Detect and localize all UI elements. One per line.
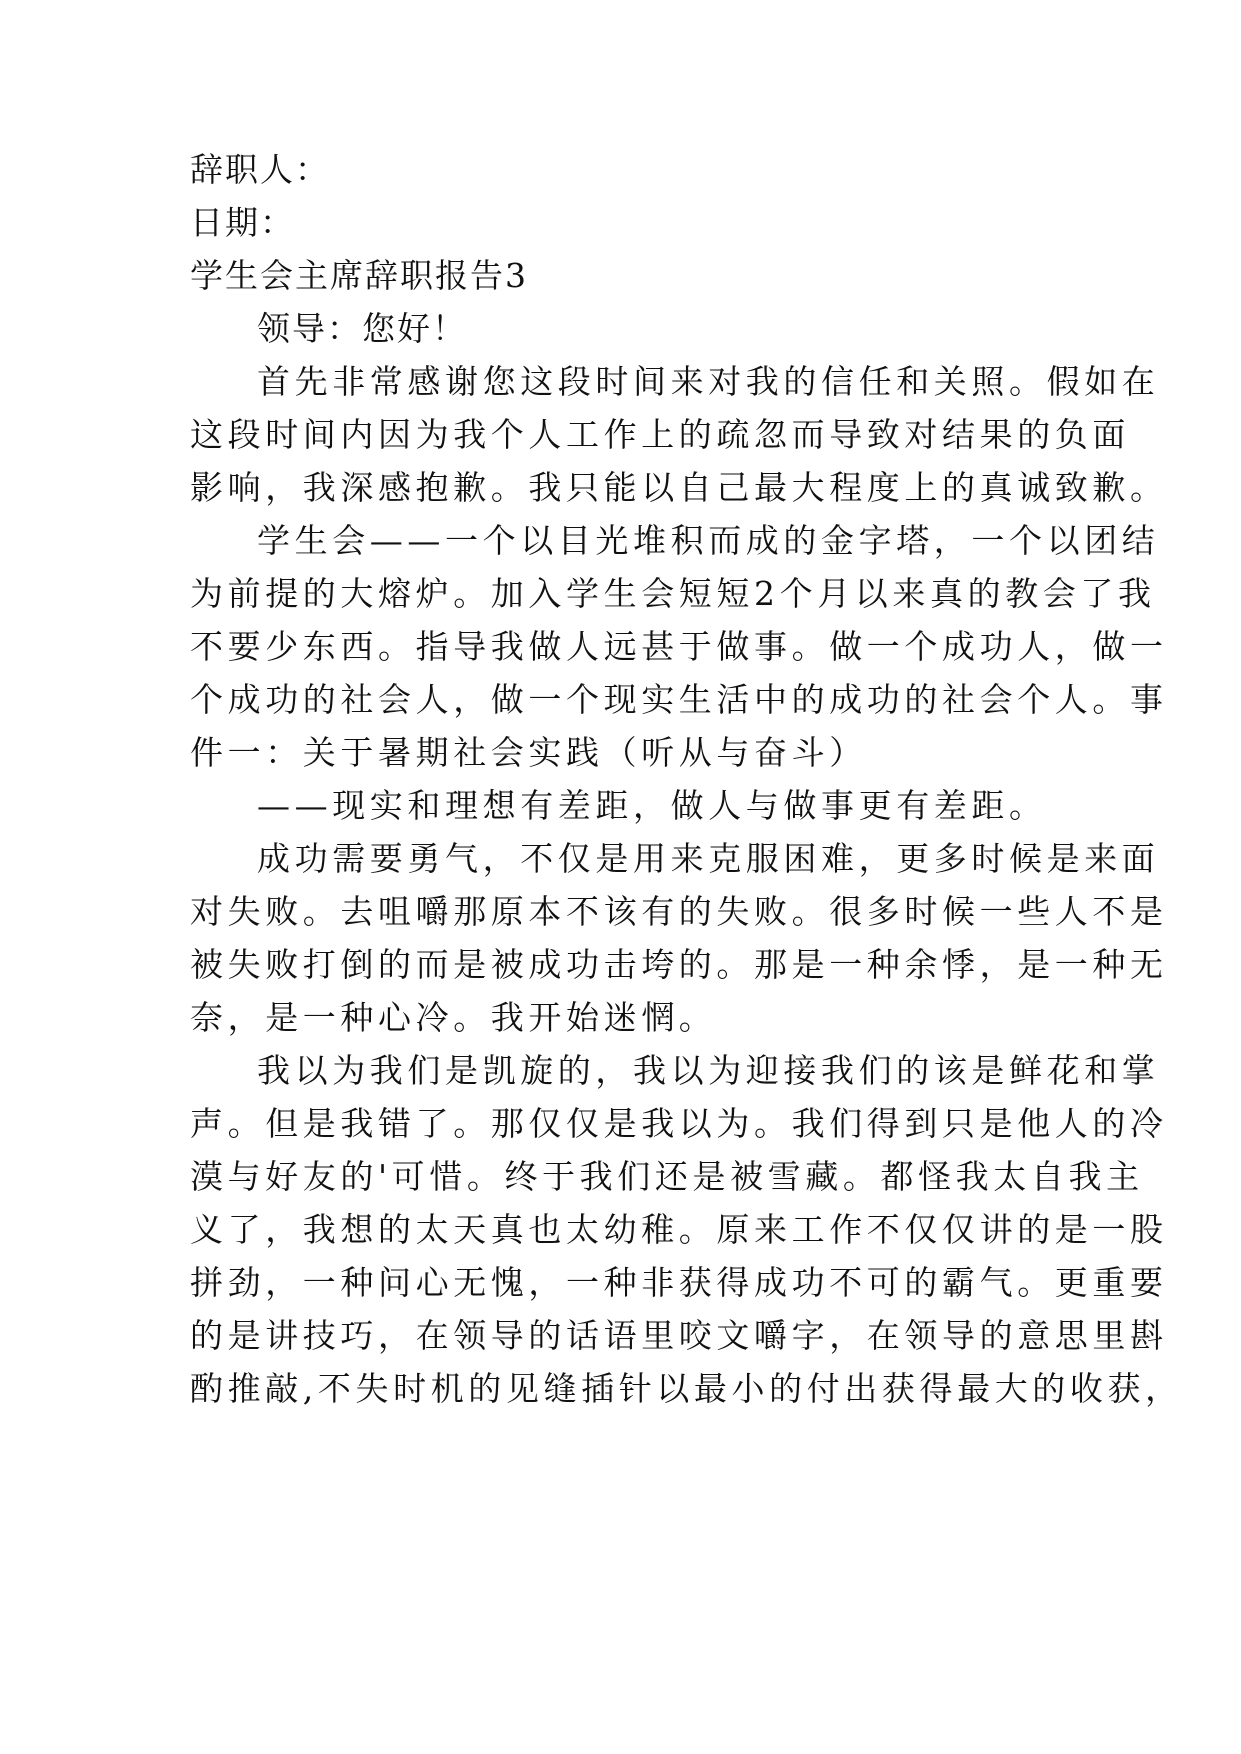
paragraph-line: 声。但是我错了。那仅仅是我以为。我们得到只是他人的冷: [190, 1104, 1168, 1143]
paragraph-line: 的是讲技巧，在领导的话语里咬文嚼字，在领导的意思里斟: [190, 1316, 1168, 1355]
paragraph-line: ——现实和理想有差距，做人与做事更有差距。: [257, 786, 1047, 825]
paragraph-line: 漠与好友的'可惜。终于我们还是被雪藏。都怪我太自我主: [190, 1157, 1144, 1196]
paragraph-line: 个成功的社会人，做一个现实生活中的成功的社会个人。事: [190, 680, 1168, 719]
paragraph-line: 影响，我深感抱歉。我只能以自己最大程度上的真诚致歉。: [190, 468, 1168, 507]
paragraph-line: 对失败。去咀嚼那原本不该有的失败。很多时候一些人不是: [190, 892, 1168, 931]
salutation: 领导：您好！: [257, 309, 467, 348]
paragraph-line: 为前提的大熔炉。加入学生会短短2个月以来真的教会了我: [190, 574, 1156, 613]
date-label: 日期：: [190, 203, 295, 242]
report-title: 学生会主席辞职报告3: [190, 256, 528, 295]
paragraph-line: 学生会——一个以目光堆积而成的金字塔，一个以团结: [257, 521, 1160, 560]
paragraph-line: 义了，我想的太天真也太幼稚。原来工作不仅仅讲的是一股: [190, 1210, 1168, 1249]
paragraph-line: 酌推敲,不失时机的见缝插针以最小的付出获得最大的收获，: [190, 1369, 1183, 1408]
paragraph-line: 这段时间内因为我个人工作上的疏忽而导致对结果的负面: [190, 415, 1130, 454]
paragraph-line: 成功需要勇气，不仅是用来克服困难，更多时候是来面: [257, 839, 1160, 878]
signatory-label: 辞职人：: [190, 150, 330, 189]
paragraph-line: 奈，是一种心冷。我开始迷惘。: [190, 998, 717, 1037]
paragraph-line: 被失败打倒的而是被成功击垮的。那是一种余悸，是一种无: [190, 945, 1168, 984]
paragraph-line: 我以为我们是凯旋的，我以为迎接我们的该是鲜花和掌: [257, 1051, 1160, 1090]
paragraph-line: 首先非常感谢您这段时间来对我的信任和关照。假如在: [257, 362, 1160, 401]
paragraph-line: 拼劲，一种问心无愧，一种非获得成功不可的霸气。更重要: [190, 1263, 1168, 1302]
paragraph-line: 不要少东西。指导我做人远甚于做事。做一个成功人，做一: [190, 627, 1168, 666]
paragraph-line: 件一：关于暑期社会实践（听从与奋斗）: [190, 733, 867, 772]
